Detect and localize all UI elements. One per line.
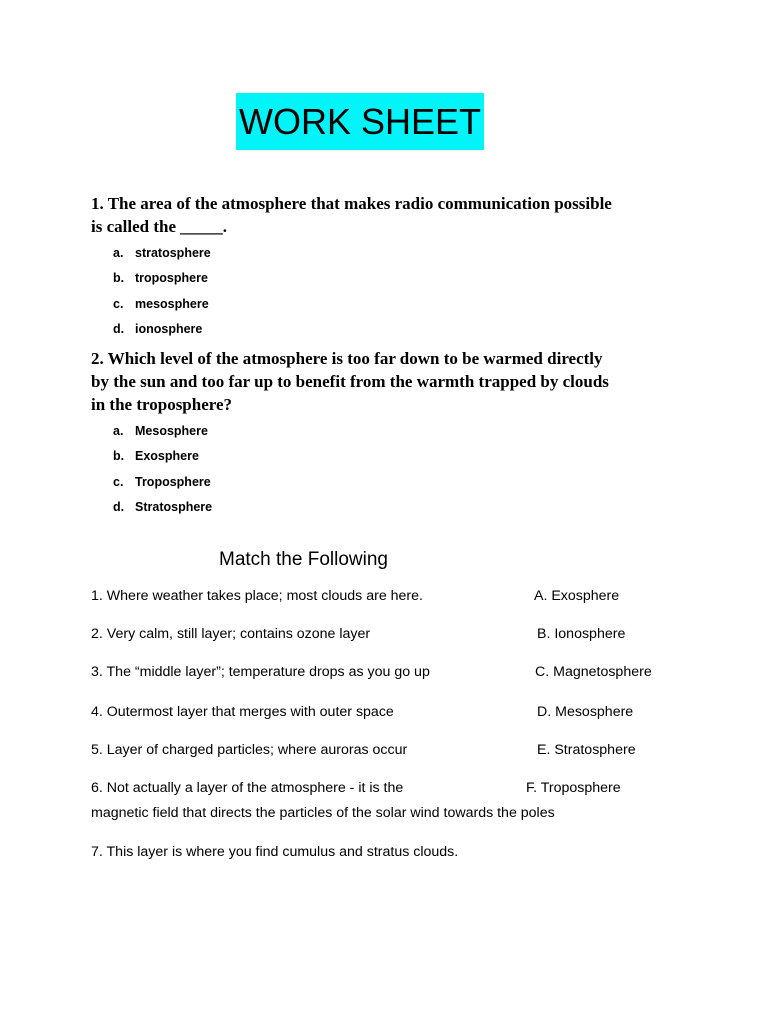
match-item-text: 6. Not actually a layer of the atmosphere - it is the — [91, 780, 404, 796]
option-letter: d. — [113, 321, 125, 336]
option-text: Mesosphere — [135, 424, 208, 438]
match-row — [91, 585, 768, 607]
option-item — [113, 241, 211, 266]
match-row — [91, 623, 768, 645]
question-1-line-1: 1. The area of the atmosphere that makes radio communication possible — [91, 194, 612, 213]
option-item — [113, 470, 212, 495]
match-item-text: 5. Layer of charged particles; where auroras occur — [91, 742, 408, 758]
option-item — [113, 444, 212, 469]
match-row — [91, 661, 768, 683]
title-banner — [236, 93, 484, 150]
match-answer-text: F. Troposphere — [526, 780, 621, 796]
option-letter: c. — [113, 296, 124, 311]
option-letter: a. — [113, 246, 124, 260]
question-1-line-2: is called the _____. — [91, 217, 227, 236]
match-item-text: 7. This layer is where you find cumulus and stratus clouds. — [91, 844, 459, 860]
option-item — [113, 495, 212, 520]
option-item — [113, 419, 212, 444]
option-item — [113, 317, 211, 342]
match-heading: Match the Following — [219, 549, 388, 570]
match-item-text: 4. Outermost layer that merges with outer space — [91, 704, 394, 720]
question-2 — [91, 347, 691, 416]
option-text: Exosphere — [135, 449, 199, 464]
page-title: WORK SHEET — [238, 100, 481, 142]
match-answer-text: E. Stratosphere — [537, 742, 636, 758]
match-row — [91, 841, 768, 863]
match-item-text: 3. The “middle layer”; temperature drops as you go up — [91, 664, 430, 680]
question-2-options — [113, 419, 212, 520]
question-2-line-1: 2. Which level of the atmosphere is too far down to be warmed directly — [91, 349, 603, 368]
option-text: troposphere — [135, 271, 208, 286]
match-answer-text: C. Magnetosphere — [535, 664, 652, 680]
question-1-options — [113, 241, 211, 342]
match-row — [91, 739, 768, 761]
match-row — [91, 701, 768, 723]
option-letter: d. — [113, 499, 125, 514]
question-1 — [91, 192, 691, 238]
option-text: mesosphere — [135, 296, 209, 311]
question-2-line-2: by the sun and too far up to benefit from the warmth trapped by clouds — [91, 372, 609, 391]
option-letter: b. — [113, 271, 125, 286]
option-text: Stratosphere — [135, 499, 213, 514]
option-text: stratosphere — [135, 246, 211, 260]
match-item-6-continuation: magnetic field that directs the particles of the solar wind towards the poles — [91, 805, 555, 821]
match-answer-text: A. Exosphere — [534, 588, 620, 604]
option-text: ionosphere — [135, 321, 203, 336]
option-item — [113, 292, 211, 317]
option-letter: a. — [113, 424, 124, 438]
match-answer-text: B. Ionosphere — [537, 626, 626, 642]
match-item-text: 2. Very calm, still layer; contains ozone layer — [91, 626, 371, 642]
option-letter: c. — [113, 474, 124, 489]
question-2-line-3: in the troposphere? — [91, 395, 233, 414]
match-item-text: 1. Where weather takes place; most clouds are here. — [91, 588, 423, 604]
match-answer-text: D. Mesosphere — [537, 704, 634, 720]
option-item — [113, 266, 211, 291]
option-text: Troposphere — [135, 474, 211, 489]
option-letter: b. — [113, 449, 125, 464]
match-row — [91, 777, 768, 799]
